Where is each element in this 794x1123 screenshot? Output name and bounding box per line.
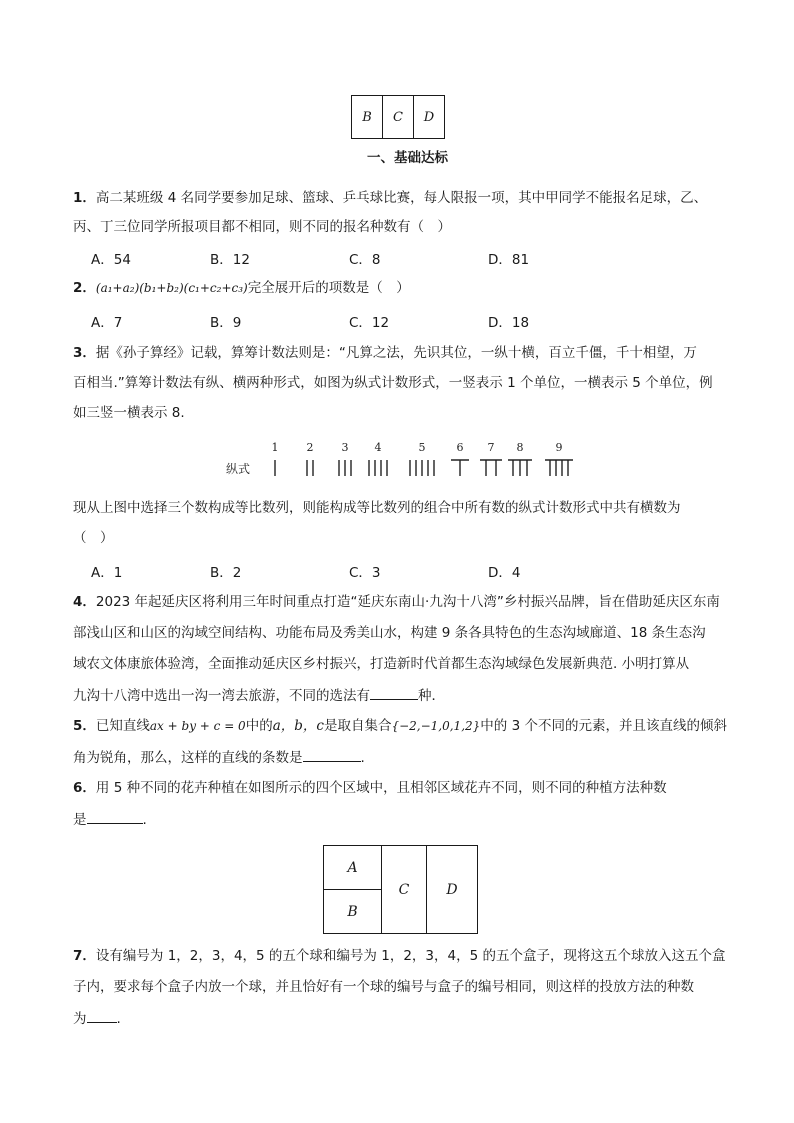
rod-number-4: 4 [374,441,382,454]
q1-option-b: B．12 [210,252,250,268]
q3-option-b: B．2 [210,565,242,581]
rod-number-6: 6 [456,441,464,454]
rod-number-8: 8 [516,441,524,454]
rod-glyph-7 [480,460,502,476]
rod-number-1: 1 [271,441,279,454]
q5-line-equation: ax + by + c = 0 [149,719,246,733]
rod-number-5: 5 [418,441,426,454]
q6-line-2: 是 . [73,809,147,830]
q5-set: {−2,−1,0,1,2} [391,719,481,733]
counting-rods-figure [220,440,580,486]
q1-line-1: 1．高二某班级 4 名同学要参加足球、篮球、乒乓球比赛，每人限报一项，其中甲同学不能报名足球，乙、 [73,190,708,206]
rod-glyph-8 [508,460,532,476]
top-region-box [351,95,445,139]
q6-answer-blank [87,809,143,824]
region-c: C [382,846,427,934]
q5-variables: a，b，c [272,718,324,734]
rod-glyph-2 [307,460,313,476]
q5-answer-blank [303,747,361,762]
rod-number-3: 3 [341,441,349,454]
q5-line-2: 角为锐角，那么，这样的直线的条数是 . [73,747,365,768]
q3-option-c: C．3 [349,565,381,581]
q4-line-4: 九沟十八湾中选出一沟一湾去旅游，不同的选法有 种． [73,685,445,706]
rod-number-7: 7 [487,441,495,454]
q2-option-a: A．7 [91,315,123,331]
q1-option-d: D．81 [488,252,530,268]
section-title: 一、基础达标 [367,150,448,166]
q1-number: 1． [73,190,96,206]
q3-option-a: A．1 [91,565,123,581]
q6-number: 6． [73,780,96,796]
top-box-cell-d: D [414,96,445,139]
q2-option-b: B．9 [210,315,242,331]
q2-number: 2． [73,280,96,296]
rod-glyph-4 [369,460,387,476]
top-box-cell-c: C [383,96,414,139]
q4-line-2: 部浅山区和山区的沟域空间结构、功能布局及秀美山水，构建 9 条各具特色的生态沟域廊道、18 条生态沟 [73,625,706,641]
q2-option-d: D．18 [488,315,530,331]
rod-glyph-3 [339,460,351,476]
q1-option-c: C．8 [349,252,381,268]
rods-label: 纵式 [226,462,251,476]
q6-line-1: 6．用 5 种不同的花卉种植在如图所示的四个区域中，且相邻区域花卉不同，则不同的种植方法种数 [73,780,667,796]
q3-line-5: （ ） [73,530,114,546]
region-d: D [427,846,478,934]
rod-glyph-5 [410,460,434,476]
q7-number: 7． [73,948,96,964]
rod-glyph-9 [545,460,573,476]
q3-line-4: 现从上图中选择三个数构成等比数列，则能构成等比数列的组合中所有数的纵式计数形式中共有横数为 [73,500,681,516]
q4-line-3: 域农文体康旅体验湾，全面推动延庆区乡村振兴，打造新时代首都生态沟域绿色发展新典范. 小明打算从 [73,656,690,672]
q4-number: 4． [73,594,96,610]
q2-line-1: 2．(a₁+a₂)(b₁+b₂)(c₁+c₂+c₃)完全展开后的项数是（ ） [73,280,410,296]
rod-number-2: 2 [306,441,314,454]
top-box-cell-b: B [352,96,383,139]
q1-option-a: A．54 [91,252,131,268]
region-diagram [323,845,478,934]
q7-line-1: 7．设有编号为 1，2，3，4，5 的五个球和编号为 1，2，3，4，5 的五个盒子，现将这五个球放入这五个盒 [73,948,726,964]
q4-line-1: 4．2023 年起延庆区将利用三年时间重点打造“延庆东南山·九沟十八湾”乡村振兴品牌，旨在借助延庆区东南 [73,594,720,610]
region-b: B [324,890,382,934]
q5-number: 5． [73,718,96,734]
region-a: A [324,846,382,890]
q3-line-1: 3．据《孙子算经》记载，算筹计数法则是：“凡算之法，先识其位，一纵十横，百立千僵，千十相望，万 [73,345,697,361]
q7-line-3: 为 . [73,1008,121,1029]
q5-line-1: 5．已知直线ax + by + c = 0中的a，b，c是取自集合{−2,−1,0,1,2}中的 3 个不同的元素，并且该直线的倾斜 [73,718,727,734]
rod-number-9: 9 [555,441,563,454]
q2-expression: (a₁+a₂)(b₁+b₂)(c₁+c₂+c₃) [95,281,248,295]
q7-line-2: 子内，要求每个盒子内放一个球，并且恰好有一个球的编号与盒子的编号相同，则这样的投放方法的种数 [73,979,694,995]
q3-option-d: D．4 [488,565,521,581]
q4-answer-blank [370,685,418,700]
q3-line-3: 如三竖一横表示 8. [73,405,185,421]
q7-answer-blank [87,1008,117,1023]
q2-option-c: C．12 [349,315,390,331]
q1-line-2: 丙、丁三位同学所报项目都不相同，则不同的报名种数有（ ） [73,219,451,235]
q3-line-2: 百相当.”算筹计数法有纵、横两种形式，如图为纵式计数形式，一竖表示 1 个单位，一横表示 5 个单位，例 [73,375,713,391]
rod-glyph-6 [451,460,469,476]
q3-number: 3． [73,345,96,361]
